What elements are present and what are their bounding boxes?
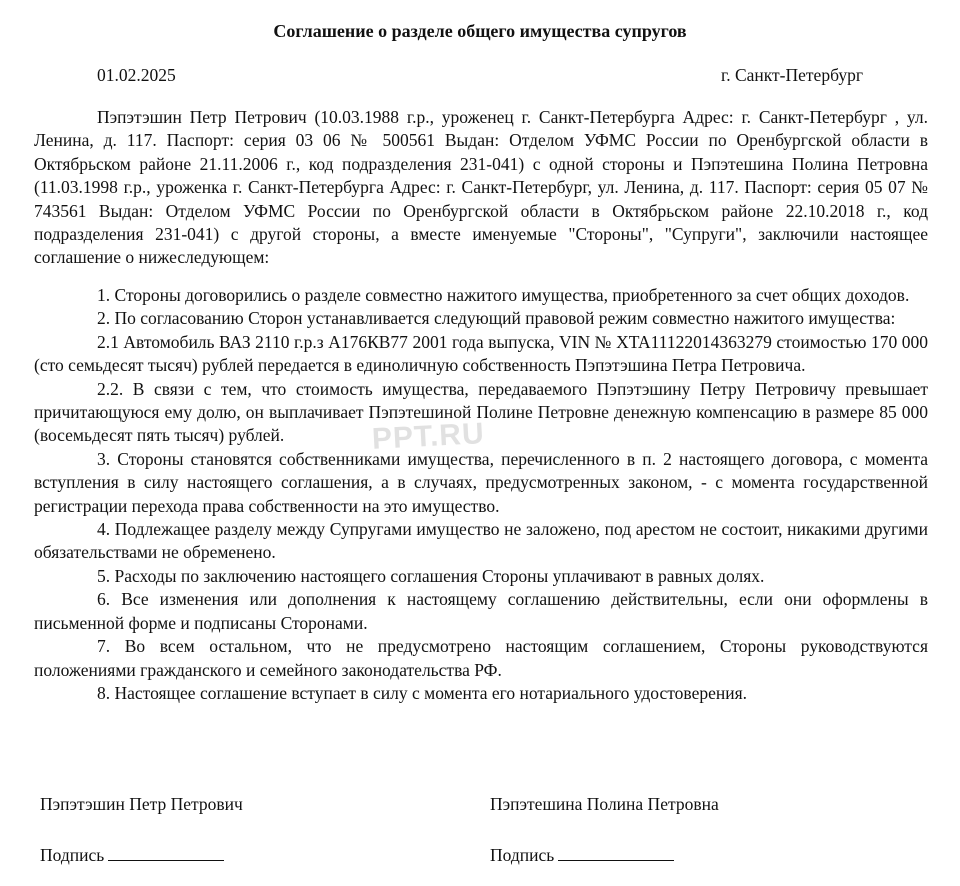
right-signature-blank [558,843,674,861]
clause-6: 6. Все изменения или дополнения к настоящему соглашению действительны, если они оформлены в письменной форме и подписаны Сторонами. [34,589,928,633]
clause-5: 5. Расходы по заключению настоящего соглашения Стороны уплачивают в равных долях. [97,565,765,586]
right-signature-label: Подпись [490,845,555,865]
clause-3: 3. Стороны становятся собственниками имущества, перечисленного в п. 2 настоящего договора, с момента вступления в силу настоящего соглашения, а в случаях, предусмотренных законом, - с момента государственной регистрации перехода права собственности на это имущество. [34,448,928,516]
left-signature-blank [108,843,224,861]
clause-7: 7. Во всем остальном, что не предусмотрено настоящим соглашением, Стороны руководствуются положениями гражданского и семейного законодательства РФ. [34,636,928,680]
left-signature-label: Подпись [40,845,105,865]
right-signature-field [490,843,674,866]
document-date: 01.02.2025 [97,65,176,85]
right-signatory-name: Пэпэтешина Полина Петровна [490,794,719,814]
parties-intro [34,106,928,270]
document-title: Соглашение о разделе общего имущества супругов [273,21,687,41]
intro-paragraph: Пэпэтэшин Петр Петрович (10.03.1988 г.р., уроженец г. Санкт-Петербурга Адрес: г. Санкт-Петербург , ул. Ленина, д. 117. Паспорт: серия 03 06 № 500561 Выдан: Отделом УФМС России по Оренбургской области в Октябрьском районе 21.11.2006 г., код подразделения 231-041) с одной стороны и Пэпэтешина Полина Петровна (11.03.1998 г.р., уроженка г. Санкт-Петербурга Адрес: г. Санкт-Петербург, ул. Ленина, д. 117. Паспорт: серия 05 07 № 743561 Выдан: Отделом УФМС России по Оренбургской области в Октябрьском районе 22.10.2018 г., код подразделения 231-041) с другой стороны, а вместе именуемые "Стороны", "Супруги", заключили настоящее соглашение о нижеследующем: [34,107,928,268]
left-signatory-name: Пэпэтэшин Петр Петрович [40,794,243,814]
clause-2: 2. По согласованию Сторон устанавливается следующий правовой режим совместно нажитого имущества: [97,308,896,329]
clauses-list [34,284,928,705]
clause-8: 8. Настоящее соглашение вступает в силу с момента его нотариального удостоверения. [97,682,748,703]
clause-2-2: 2.2. В связи с тем, что стоимость имущества, передаваемого Пэпэтэшину Петру Петровичу превышает причитающуюся ему долю, он выплачивает Пэпэтешиной Полине Петровне денежную компенсацию в размере 85 000 (восемьдесят пять тысяч) рублей. [34,378,928,446]
clause-2-1: 2.1 Автомобиль ВАЗ 2110 г.р.з А176КВ77 2001 года выпуска, VIN № XTA11122014363279 стоимостью 170 000 (сто семьдесят тысяч) рублей передается в единоличную собственность Пэпэтэшина Петра Петровича. [34,331,928,376]
clause-1: 1. Стороны договорились о разделе совместно нажитого имущества, приобретенного за счет общих доходов. [97,285,910,305]
document-city: г. Санкт-Петербург [721,65,863,85]
clause-4: 4. Подлежащее разделу между Супругами имущество не заложено, под арестом не состоит, никакими другими обязательствами не обременено. [34,519,928,563]
left-signature-field [40,843,224,866]
watermark: PPT.RU [371,417,486,456]
